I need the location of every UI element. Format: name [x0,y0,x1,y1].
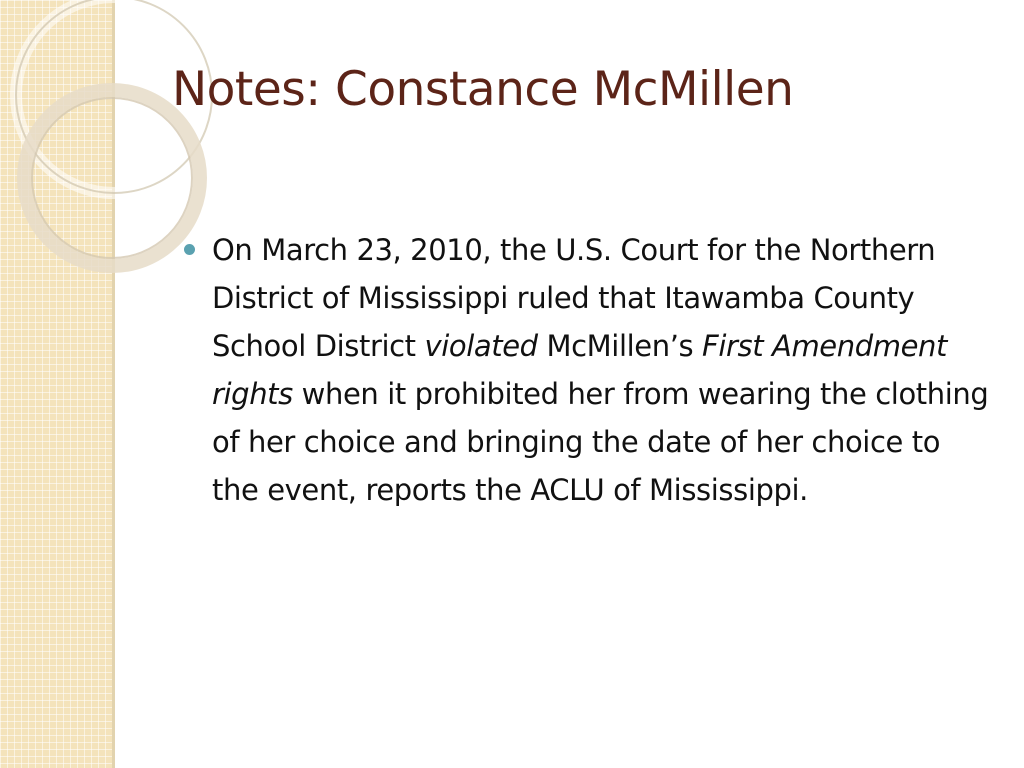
bullet-item [184,226,994,514]
decorative-rings-icon [0,0,140,260]
bullet-text-emphasis: First Amendment rights [212,329,947,411]
bullet-icon [184,244,195,255]
bullet-text-part: On March 23, 2010, the U.S. Court for the Northern District of Mississippi ruled that Itawamba County School District [212,233,936,363]
bullet-text-part: McMillen’s [537,329,703,363]
bullet-text-part: when it prohibited her from wearing the clothing of her choice and bringing the date of her choice to the event, reports the ACLU of Mississippi. [212,377,989,507]
bullet-text-emphasis: violated [424,329,538,363]
bullet-list [184,226,994,514]
slide-title: Notes: Constance McMillen [172,62,794,117]
